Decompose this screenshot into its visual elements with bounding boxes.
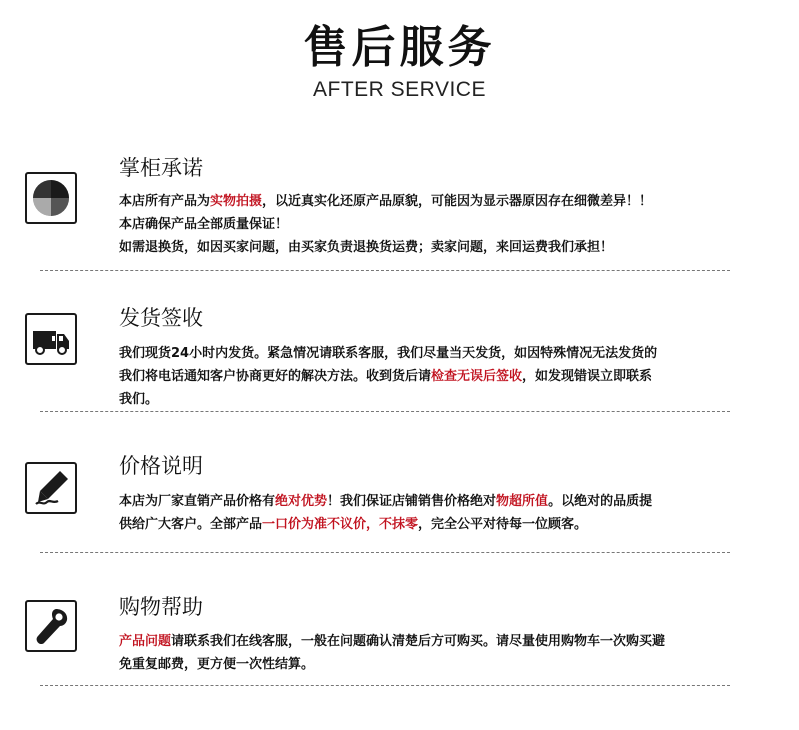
highlight-text: 一口价为准不议价，不抹零 xyxy=(262,517,419,532)
body-text: 我们现货24小时内发货。紧急情况请联系客服，我们尽量当天发货，如因特殊情况无法发货的 xyxy=(119,346,658,361)
divider xyxy=(40,685,730,686)
section-body xyxy=(119,630,744,676)
body-text: ，如发现错误立即联系 xyxy=(522,369,653,384)
section-title: 购物帮助 xyxy=(119,595,203,619)
body-line xyxy=(119,213,744,236)
pen-icon xyxy=(25,462,77,514)
page-subtitle: AFTER SERVICE xyxy=(313,78,486,101)
section-title: 价格说明 xyxy=(119,454,203,478)
body-line xyxy=(119,513,744,536)
highlight-text: 绝对优势 xyxy=(275,494,328,509)
delivery-van-icon xyxy=(25,313,77,365)
body-text: 供给广大客户。全部产品 xyxy=(119,517,263,532)
body-line xyxy=(119,190,744,213)
body-text: 本店确保产品全部质量保证！ xyxy=(119,217,289,232)
body-text: ，以近真实化还原产品原貌，可能因为显示器原因存在细微差异！！ xyxy=(262,194,653,209)
divider xyxy=(40,270,730,271)
body-text: ！我们保证店铺销售价格绝对 xyxy=(327,494,497,509)
body-text: 请联系我们在线客服，一般在问题确认清楚后方可购买。请尽量使用购物车一次购买避 xyxy=(171,634,666,649)
key-tag-icon xyxy=(25,600,77,652)
divider xyxy=(40,552,730,553)
body-text: ，完全公平对待每一位顾客。 xyxy=(418,517,588,532)
body-line xyxy=(119,490,744,513)
body-line xyxy=(119,388,744,411)
body-text: 。以绝对的品质提 xyxy=(548,494,653,509)
section-body xyxy=(119,342,744,411)
section-body xyxy=(119,490,744,536)
body-line xyxy=(119,365,744,388)
section-title: 掌柜承诺 xyxy=(119,156,203,180)
body-line xyxy=(119,236,744,259)
section-body xyxy=(119,190,744,259)
highlight-text: 物超所值 xyxy=(496,494,549,509)
body-line xyxy=(119,630,744,653)
body-text: 本店所有产品为 xyxy=(119,194,211,209)
divider xyxy=(40,411,730,412)
body-text: 免重复邮费，更方便一次性结算。 xyxy=(119,657,315,672)
body-text: 如需退换货，如因买家问题，由买家负责退换货运费；卖家问题，来回运费我们承担！ xyxy=(119,240,614,255)
body-line xyxy=(119,342,744,365)
highlight-text: 产品问题 xyxy=(119,634,172,649)
section-title: 发货签收 xyxy=(119,306,203,330)
pie-chart-icon xyxy=(25,172,77,224)
body-text: 我们将电话通知客户协商更好的解决方法。收到货后请 xyxy=(119,369,432,384)
page-title: 售后服务 xyxy=(303,22,496,73)
body-text: 我们。 xyxy=(119,392,159,407)
highlight-text: 实物拍摄 xyxy=(210,194,263,209)
body-text: 本店为厂家直销产品价格有 xyxy=(119,494,276,509)
highlight-text: 检查无误后签收 xyxy=(431,369,523,384)
body-line xyxy=(119,653,744,676)
